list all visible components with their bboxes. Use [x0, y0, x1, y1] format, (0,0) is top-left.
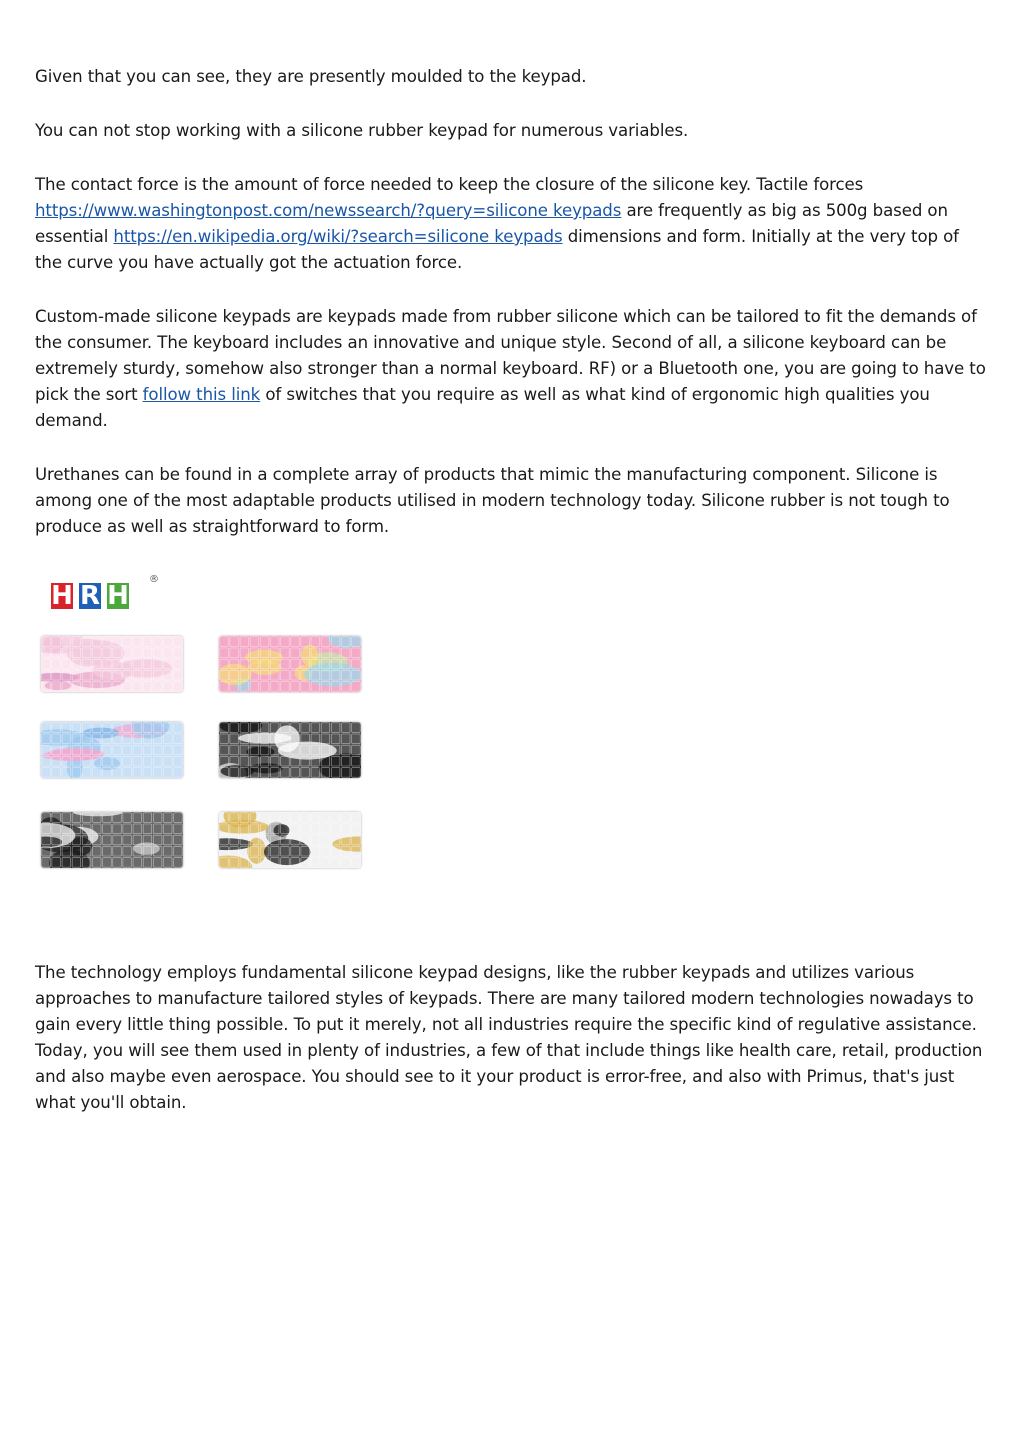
- keyboard-cover-blue-pink-marble: [41, 722, 183, 778]
- paragraph-4-text-2: of switches that you require as well as what kind of ergonomic high qualities you demand.: [35, 385, 930, 430]
- logo-letter: H: [105, 581, 131, 611]
- washingtonpost-link[interactable]: https://www.washingtonpost.com/newssearch/?query=silicone keypads: [35, 201, 622, 220]
- keyboard-cover-black-white-stripes: [41, 812, 183, 868]
- paragraph-2: You can not stop working with a silicone rubber keypad for numerous variables.: [35, 121, 689, 140]
- paragraph-3-text-2: are frequently as big as 500g based on essential: [35, 201, 948, 246]
- keyboard-cover-pink-marble: [41, 636, 183, 692]
- keyboard-cover-rainbow-watercolor: [219, 636, 361, 692]
- document-body: [35, 64, 987, 1144]
- keyboard-covers-image: [35, 568, 375, 898]
- keyboard-cover-gold-black-marble: [219, 812, 361, 868]
- wikipedia-link[interactable]: https://en.wikipedia.org/wiki/?search=silicone keypads: [113, 227, 563, 246]
- registered-mark: ®: [149, 574, 159, 585]
- paragraph-4: [35, 304, 987, 434]
- logo-letter: R: [77, 581, 103, 611]
- paragraph-5: Urethanes can be found in a complete array of products that mimic the manufacturing component. Silicone is among one of the most adaptable products utilised in modern technology today. Silicone rubber is not tough to produce as well as straightforward to form.: [35, 465, 950, 536]
- follow-this-link[interactable]: follow this link: [142, 385, 261, 404]
- paragraph-6: The technology employs fundamental silicone keypad designs, like the rubber keypads and utilizes various approaches to manufacture tailored styles of keypads. There are many tailored modern technologies nowadays to gain every little thing possible. To put it merely, not all industries require the specific kind of regulative assistance. Today, you will see them used in plenty of industries, a few of that include things like health care, retail, production and also maybe even aerospace. You should see to it your product is error-free, and also with Primus, that's just what you'll obtain.: [35, 963, 983, 1112]
- paragraph-1: Given that you can see, they are presently moulded to the keypad.: [35, 67, 587, 86]
- paragraph-4-text-1: Custom-made silicone keypads are keypads made from rubber silicone which can be tailored to fit the demands of the consumer. The keyboard includes an innovative and unique style. Second of all, a silicone keyboard can be extremely sturdy, somehow also stronger than a normal keyboard. RF) or a Bluetooth one, you are going to have to pick the sort: [35, 307, 986, 404]
- logo-letter: H: [49, 581, 75, 611]
- paragraph-3: [35, 172, 987, 276]
- keyboard-cover-black-white-marble: [219, 722, 361, 778]
- hrh-logo: [49, 574, 159, 612]
- paragraph-3-text-1: The contact force is the amount of force needed to keep the closure of the silicone key. Tactile forces: [35, 175, 864, 194]
- paragraph-3-text-3: dimensions and form. Initially at the very top of the curve you have actually got the actuation force.: [35, 227, 959, 272]
